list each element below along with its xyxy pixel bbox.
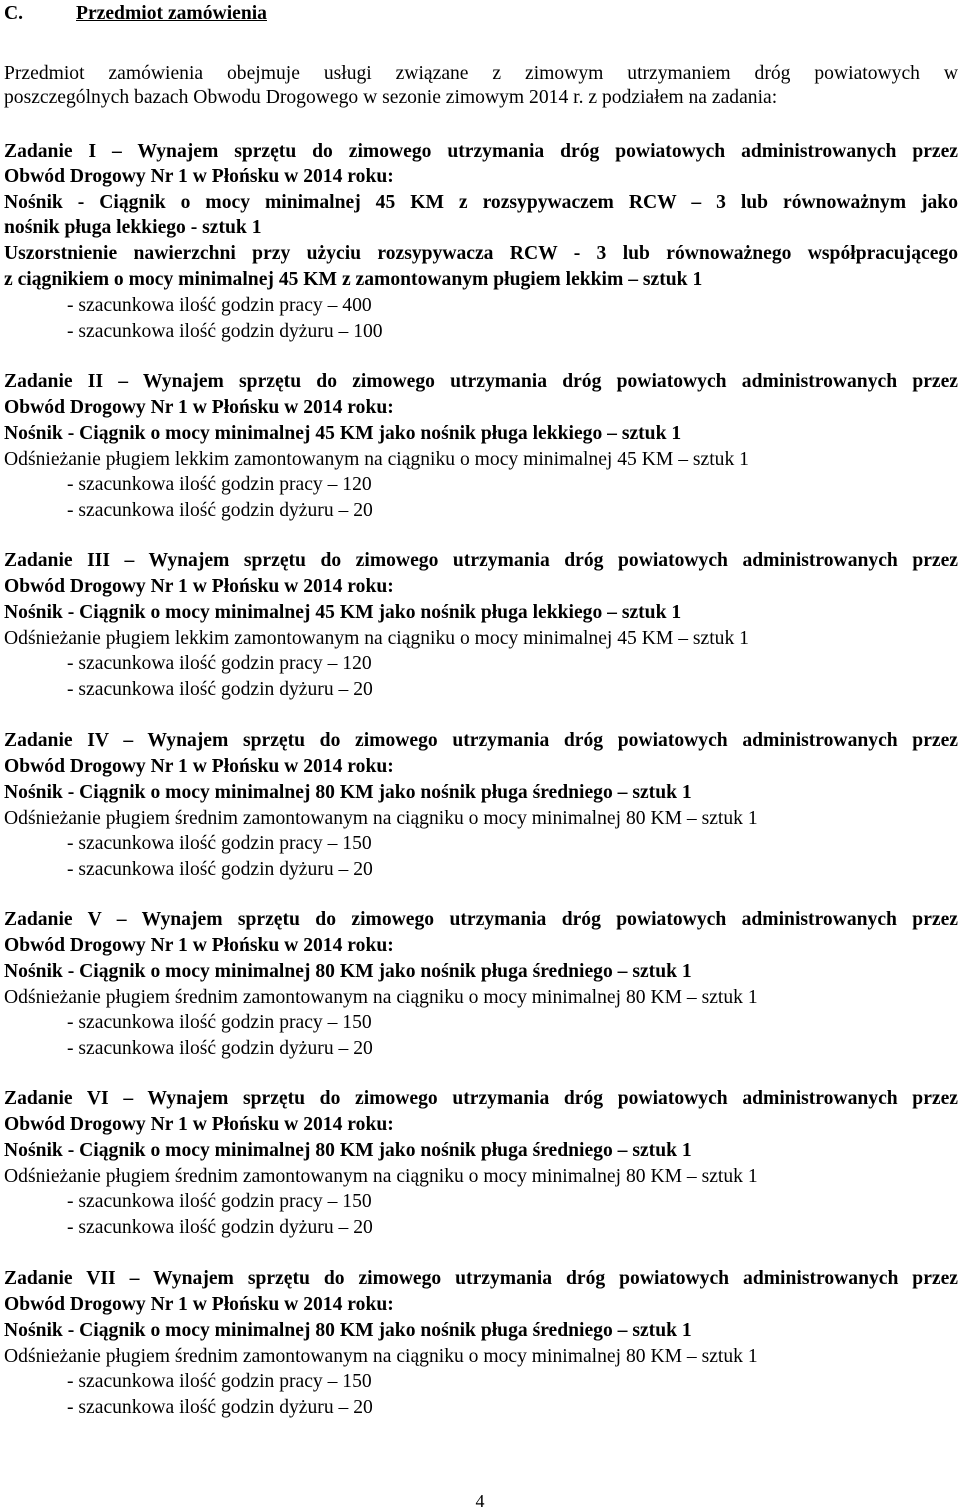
- task-1-hours-duty: - szacunkowa ilość godzin dyżuru – 100: [67, 321, 383, 342]
- task-carrier: Nośnik - Ciągnik o mocy minimalnej 80 KM jako nośnik pługa średniego – sztuk 1: [4, 782, 692, 803]
- task-hours-duty: - szacunkowa ilość godzin dyżuru – 20: [67, 859, 373, 880]
- task-heading-2: Obwód Drogowy Nr 1 w Płońsku w 2014 roku:: [4, 935, 394, 956]
- section-number: C.: [4, 3, 24, 24]
- task-hours-work: - szacunkowa ilość godzin pracy – 150: [67, 833, 372, 854]
- task-block: [0, 1087, 960, 1247]
- task-heading-2: Obwód Drogowy Nr 1 w Płońsku w 2014 roku:: [4, 756, 394, 777]
- task-carrier: Nośnik - Ciągnik o mocy minimalnej 80 KM jako nośnik pługa średniego – sztuk 1: [4, 1320, 692, 1341]
- task-work: Odśnieżanie pługiem średnim zamontowanym na ciągniku o mocy minimalnej 80 KM – sztuk 1: [4, 1166, 758, 1187]
- task-heading: Zadanie VII – Wynajem sprzętu do zimowego utrzymania dróg powiatowych administrowanych przez: [4, 1268, 958, 1289]
- task-heading: Zadanie VI – Wynajem sprzętu do zimowego utrzymania dróg powiatowych administrowanych przez: [4, 1088, 958, 1109]
- task-block: [0, 370, 960, 530]
- task-hours-work: - szacunkowa ilość godzin pracy – 120: [67, 653, 372, 674]
- task-heading: Zadanie V – Wynajem sprzętu do zimowego utrzymania dróg powiatowych administrowanych przez: [4, 909, 958, 930]
- task-heading-2: Obwód Drogowy Nr 1 w Płońsku w 2014 roku:: [4, 1114, 394, 1135]
- task-hours-duty: - szacunkowa ilość godzin dyżuru – 20: [67, 679, 373, 700]
- task-work: Odśnieżanie pługiem średnim zamontowanym na ciągniku o mocy minimalnej 80 KM – sztuk 1: [4, 808, 758, 829]
- task-1-carrier-line-2: nośnik pługa lekkiego - sztuk 1: [4, 217, 262, 238]
- task-work: Odśnieżanie pługiem średnim zamontowanym na ciągniku o mocy minimalnej 80 KM – sztuk 1: [4, 1346, 758, 1367]
- task-carrier: Nośnik - Ciągnik o mocy minimalnej 80 KM jako nośnik pługa średniego – sztuk 1: [4, 1140, 692, 1161]
- task-heading: Zadanie IV – Wynajem sprzętu do zimowego utrzymania dróg powiatowych administrowanych przez: [4, 730, 958, 751]
- task-heading-2: Obwód Drogowy Nr 1 w Płońsku w 2014 roku:: [4, 576, 394, 597]
- task-1-heading-2: Obwód Drogowy Nr 1 w Płońsku w 2014 roku:: [4, 166, 394, 187]
- task-block: [0, 549, 960, 709]
- task-block: [0, 729, 960, 889]
- task-heading: Zadanie III – Wynajem sprzętu do zimowego utrzymania dróg powiatowych administrowanych przez: [4, 550, 958, 571]
- intro-line-2: poszczególnych bazach Obwodu Drogowego w sezonie zimowym 2014 r. z podziałem na zadania:: [4, 87, 778, 108]
- task-work: Odśnieżanie pługiem lekkim zamontowanym na ciągniku o mocy minimalnej 45 KM – sztuk 1: [4, 628, 749, 649]
- task-block: [0, 908, 960, 1068]
- task-1-heading: Zadanie I – Wynajem sprzętu do zimowego utrzymania dróg powiatowych administrowanych przez: [4, 141, 958, 162]
- task-hours-work: - szacunkowa ilość godzin pracy – 150: [67, 1371, 372, 1392]
- task-heading: Zadanie II – Wynajem sprzętu do zimowego utrzymania dróg powiatowych administrowanych przez: [4, 371, 958, 392]
- task-hours-duty: - szacunkowa ilość godzin dyżuru – 20: [67, 1038, 373, 1059]
- task-work: Odśnieżanie pługiem lekkim zamontowanym na ciągniku o mocy minimalnej 45 KM – sztuk 1: [4, 449, 749, 470]
- task-carrier: Nośnik - Ciągnik o mocy minimalnej 80 KM jako nośnik pługa średniego – sztuk 1: [4, 961, 692, 982]
- task-work: Odśnieżanie pługiem średnim zamontowanym na ciągniku o mocy minimalnej 80 KM – sztuk 1: [4, 987, 758, 1008]
- task-carrier: Nośnik - Ciągnik o mocy minimalnej 45 KM jako nośnik pługa lekkiego – sztuk 1: [4, 602, 682, 623]
- page-number: 4: [475, 1491, 485, 1511]
- task-carrier: Nośnik - Ciągnik o mocy minimalnej 45 KM jako nośnik pługa lekkiego – sztuk 1: [4, 423, 682, 444]
- task-hours-duty: - szacunkowa ilość godzin dyżuru – 20: [67, 1397, 373, 1418]
- intro-line-1: Przedmiot zamówienia obejmuje usługi związane z zimowym utrzymaniem dróg powiatowych w: [4, 63, 958, 84]
- task-1-carrier-line-1: Nośnik - Ciągnik o mocy minimalnej 45 KM z rozsypywaczem RCW – 3 lub równoważnym jako: [4, 192, 958, 213]
- task-hours-duty: - szacunkowa ilość godzin dyżuru – 20: [67, 1217, 373, 1238]
- task-hours-work: - szacunkowa ilość godzin pracy – 120: [67, 474, 372, 495]
- task-hours-work: - szacunkowa ilość godzin pracy – 150: [67, 1012, 372, 1033]
- task-1-work-line-1: Uszorstnienie nawierzchni przy użyciu rozsypywacza RCW - 3 lub równoważnego współpracującego: [4, 243, 958, 264]
- task-hours-duty: - szacunkowa ilość godzin dyżuru – 20: [67, 500, 373, 521]
- task-block: [0, 1267, 960, 1427]
- section-title: Przedmiot zamówienia: [76, 3, 267, 24]
- task-hours-work: - szacunkowa ilość godzin pracy – 150: [67, 1191, 372, 1212]
- task-1-work-line-2: z ciągnikiem o mocy minimalnej 45 KM z zamontowanym pługiem lekkim – sztuk 1: [4, 269, 703, 290]
- task-heading-2: Obwód Drogowy Nr 1 w Płońsku w 2014 roku:: [4, 1294, 394, 1315]
- task-heading-2: Obwód Drogowy Nr 1 w Płońsku w 2014 roku:: [4, 397, 394, 418]
- task-1-hours-work: - szacunkowa ilość godzin pracy – 400: [67, 295, 372, 316]
